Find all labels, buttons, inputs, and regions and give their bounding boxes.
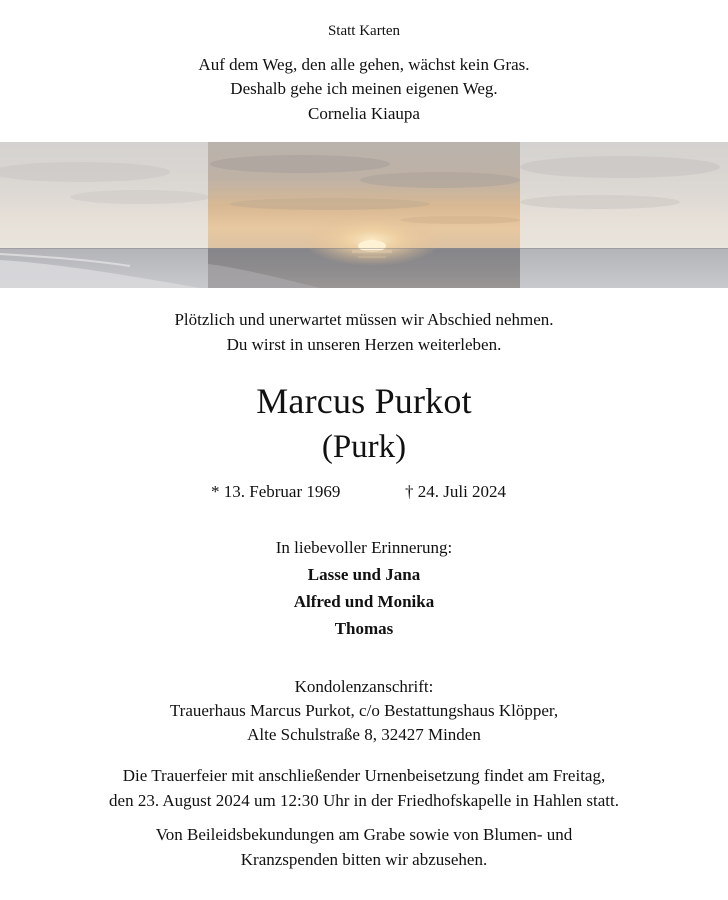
birth-date: * 13. Februar 1969 xyxy=(211,482,341,501)
ceremony-line-2: den 23. August 2024 um 12:30 Uhr in der Friedhofskapelle in Hahlen statt. xyxy=(109,791,619,810)
mourner-name: Alfred und Monika xyxy=(293,592,435,611)
intro-line-2: Du wirst in unseren Herzen weiterleben. xyxy=(226,335,502,354)
mourner-name: Thomas xyxy=(334,619,394,638)
deceased-nickname: (Purk) xyxy=(321,429,407,465)
request-line-2: Kranzspenden bitten wir abzusehen. xyxy=(240,850,488,869)
request-line-1: Von Beileidsbekundungen am Grabe sowie von Blumen- und xyxy=(155,825,573,844)
sunset-banner-image xyxy=(0,142,728,288)
life-dates xyxy=(0,482,728,506)
condolence-line-2: Alte Schulstraße 8, 32427 Minden xyxy=(247,725,481,744)
ceremony-line-1: Die Trauerfeier mit anschließender Urnenbeisetzung findet am Freitag, xyxy=(122,766,606,785)
deceased-name: Marcus Purkot xyxy=(256,381,472,421)
quote-author: Cornelia Kiaupa xyxy=(308,104,420,123)
condolence-heading: Kondolenzanschrift: xyxy=(294,677,434,696)
death-date: † 24. Juli 2024 xyxy=(405,482,507,501)
mourners-heading: In liebevoller Erinnerung: xyxy=(275,538,453,557)
intro-line-1: Plötzlich und unerwartet müssen wir Abschied nehmen. xyxy=(174,310,554,329)
statt-karten-label: Statt Karten xyxy=(327,23,401,39)
condolence-line-1: Trauerhaus Marcus Purkot, c/o Bestattungshaus Klöpper, xyxy=(169,701,559,720)
quote-line-2: Deshalb gehe ich meinen eigenen Weg. xyxy=(230,79,498,98)
quote-line-1: Auf dem Weg, den alle gehen, wächst kein Gras. xyxy=(198,55,530,74)
mourner-name: Lasse und Jana xyxy=(307,565,421,584)
